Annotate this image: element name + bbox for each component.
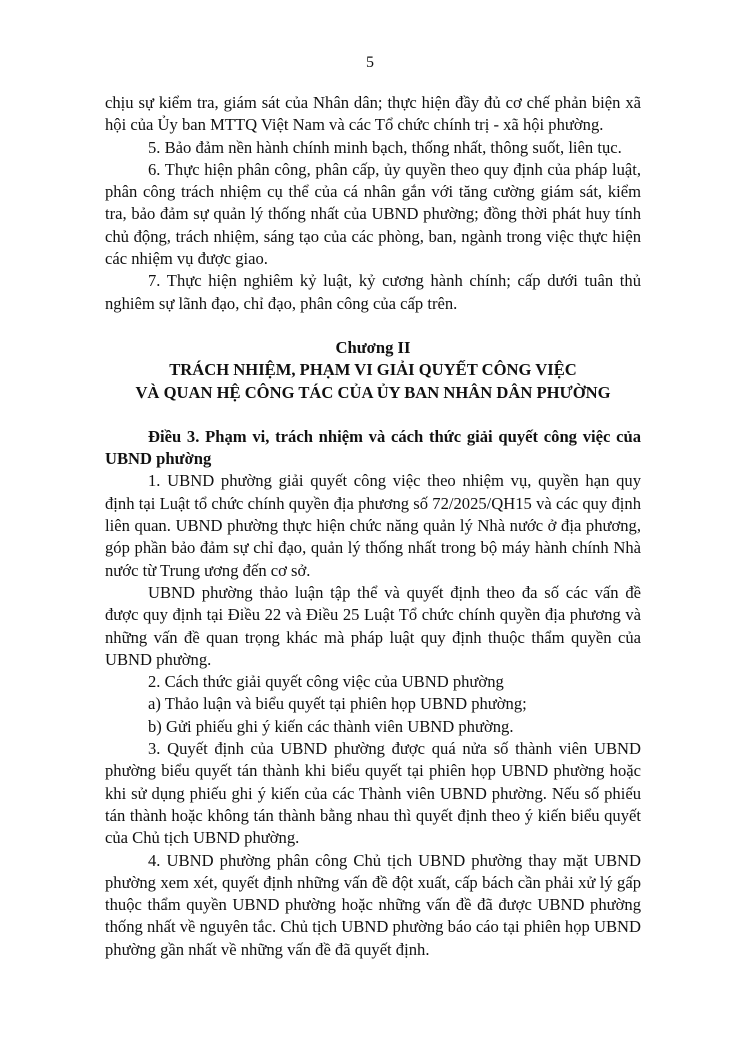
paragraph-item-5: 5. Bảo đảm nền hành chính minh bạch, thống nhất, thông suốt, liên tục.: [148, 137, 622, 157]
chapter-title-line-2: VÀ QUAN HỆ CÔNG TÁC CỦA ỦY BAN NHÂN DÂN PHƯỜNG: [135, 382, 611, 402]
article-paragraph-3: 2. Cách thức giải quyết công việc của UBND phường: [148, 672, 504, 692]
chapter-title-line-1: TRÁCH NHIỆM, PHẠM VI GIẢI QUYẾT CÔNG VIỆC: [169, 360, 577, 380]
article-heading: Điều 3. Phạm vi, trách nhiệm và cách thức giải quyết công việc của UBND phường: [105, 426, 641, 469]
paragraph-continuation: chịu sự kiểm tra, giám sát của Nhân dân; thực hiện đầy đủ cơ chế phản biện xã hội của Ủy ban MTTQ Việt Nam và các Tổ chức chính trị - xã hội phường.: [105, 93, 641, 135]
chapter-title: [105, 359, 641, 404]
document-body: [105, 92, 641, 961]
article-paragraph-5: b) Gửi phiếu ghi ý kiến các thành viên UBND phường.: [148, 716, 514, 736]
article-paragraph-4: a) Thảo luận và biểu quyết tại phiên họp UBND phường;: [148, 694, 527, 714]
page-number: 5: [366, 54, 374, 71]
article-paragraph-1: 1. UBND phường giải quyết công việc theo nhiệm vụ, quyền hạn quy định tại Luật tổ chức chính quyền địa phương số 72/2025/QH15 và các quy định liên quan. UBND phường thực hiện chức năng quản lý Nhà nước ở địa phương, góp phần bảo đảm sự chỉ đạo, quản lý thống nhất trong bộ máy hành chính Nhà nước từ Trung ương đến cơ sở.: [105, 471, 641, 580]
article-paragraph-2: UBND phường thảo luận tập thể và quyết định theo đa số các vấn đề được quy định tại Điều 22 và Điều 25 Luật Tổ chức chính quyền địa phương và những vấn đề quan trọng khác mà pháp luật quy định thuộc thẩm quyền của UBND phường.: [105, 582, 641, 669]
article-paragraph-6: 3. Quyết định của UBND phường được quá nửa số thành viên UBND phường biểu quyết tán thành khi biểu quyết tại phiên họp UBND phường hoặc khi sử dụng phiếu ghi ý kiến của các Thành viên UBND phường. Nếu số phiếu tán thành hoặc không tán thành bằng nhau thì quyết định theo ý kiến biểu quyết của Chủ tịch UBND phường.: [105, 739, 641, 848]
chapter-label: Chương II: [335, 337, 411, 357]
article-paragraph-7: 4. UBND phường phân công Chủ tịch UBND phường thay mặt UBND phường xem xét, quyết định những vấn đề đột xuất, cấp bách cần phải xử lý gấp thuộc thẩm quyền UBND phường hoặc những vấn đề đã được UBND phường thống nhất về nguyên tắc. Chủ tịch UBND phường báo cáo tại phiên họp UBND phường gần nhất về những vấn đề đã quyết định.: [105, 850, 641, 959]
paragraph-item-7: 7. Thực hiện nghiêm kỷ luật, kỷ cương hành chính; cấp dưới tuân thủ nghiêm sự lãnh đạo, chỉ đạo, phân công của cấp trên.: [105, 271, 641, 313]
paragraph-item-6: 6. Thực hiện phân công, phân cấp, ủy quyền theo quy định của pháp luật, phân công trách nhiệm cụ thể của cá nhân gắn với tăng cường giám sát, kiểm tra, bảo đảm sự quản lý thống nhất của UBND phường; đồng thời phát huy tính chủ động, trách nhiệm, sáng tạo của các phòng, ban, ngành trong việc thực hiện các nhiệm vụ được giao.: [105, 159, 641, 269]
